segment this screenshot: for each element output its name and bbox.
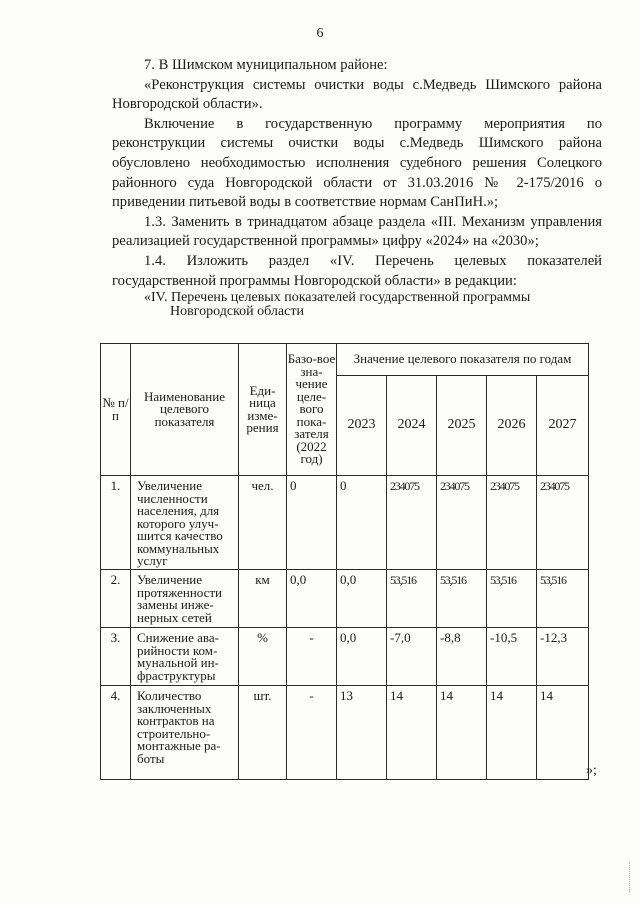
row-value-2025: 234075 [437, 476, 487, 570]
row-value-2027: -12,3 [537, 628, 589, 686]
closing-quote: »; [586, 763, 597, 778]
row-value-2024: 53,516 [387, 570, 437, 628]
page-number: 6 [316, 26, 324, 41]
scan-margin-mark [629, 862, 632, 892]
section-heading [112, 291, 602, 319]
section-heading-line-1: «IV. Перечень целевых показателей государственной программы [144, 290, 531, 306]
header-name: Наименование целевого показателя [131, 344, 239, 476]
row-base-value: 0 [287, 476, 337, 570]
header-unit: Еди-ница изме-рения [239, 344, 287, 476]
row-unit: чел. [239, 476, 287, 570]
paragraph-1-3: 1.3. Заменить в тринадцатом абзаце раздела «III. Механизм управления реализацией государственной программы» цифру «2024» на «2030»; [112, 213, 602, 250]
row-value-2023: 13 [337, 686, 387, 780]
header-base-value: Базо-вое зна-чение целе-вого пока-зателя (2022 год) [287, 344, 337, 476]
row-value-2026: 234075 [487, 476, 537, 570]
row-unit: км [239, 570, 287, 628]
row-value-2027: 14 [537, 686, 589, 780]
document-body [112, 56, 602, 319]
table-row [101, 476, 589, 570]
row-base-value: - [287, 628, 337, 686]
table-row [101, 570, 589, 628]
paragraph-justification: Включение в государственную программу мероприятия по реконструкции системы очистки воды с.Медведь Шимского района обусловлено необходимостью исполнения судебного решения Солецкого районного суда Новгородской области от 31.03.2016 № 2-175/2016 о приведении питьевой воды в соответствие нормам СанПиН.»; [112, 115, 602, 211]
row-unit: шт. [239, 686, 287, 780]
indicators-table [100, 343, 589, 780]
table-row [101, 686, 589, 780]
row-indicator-name: Количество заключенных контрактов на строительно-монтажные ра-боты [131, 686, 239, 780]
row-value-2023: 0 [337, 476, 387, 570]
row-num: 2. [101, 570, 131, 628]
row-indicator-name: Снижение ава-рийности ком-мунальной ин-фраструктуры [131, 628, 239, 686]
row-base-value: - [287, 686, 337, 780]
section-heading-line-2: Новгородской области [170, 304, 304, 320]
row-indicator-name: Увеличение протяженности замены инже-нерных сетей [131, 570, 239, 628]
row-unit: % [239, 628, 287, 686]
row-value-2027: 234075 [537, 476, 589, 570]
table-row [101, 628, 589, 686]
row-num: 3. [101, 628, 131, 686]
row-base-value: 0,0 [287, 570, 337, 628]
header-year: 2027 [537, 376, 589, 476]
row-value-2024: 234075 [387, 476, 437, 570]
row-value-2024: 14 [387, 686, 437, 780]
row-value-2023: 0,0 [337, 570, 387, 628]
row-value-2025: 14 [437, 686, 487, 780]
header-year: 2026 [487, 376, 537, 476]
row-value-2026: 14 [487, 686, 537, 780]
header-year: 2023 [337, 376, 387, 476]
row-value-2024: -7,0 [387, 628, 437, 686]
row-value-2025: 53,516 [437, 570, 487, 628]
row-num: 1. [101, 476, 131, 570]
header-year: 2024 [387, 376, 437, 476]
header-year: 2025 [437, 376, 487, 476]
paragraph-1-4: 1.4. Изложить раздел «IV. Перечень целевых показателей государственной программы Новгородской области» в редакции: [112, 252, 602, 289]
paragraph-project-title: «Реконструкция системы очистки воды с.Медведь Шимского района Новгородской области». [112, 76, 602, 113]
row-value-2026: 53,516 [487, 570, 537, 628]
header-num: № п/п [101, 344, 131, 476]
row-num: 4. [101, 686, 131, 780]
row-value-2026: -10,5 [487, 628, 537, 686]
row-value-2027: 53,516 [537, 570, 589, 628]
row-indicator-name: Увеличение численности населения, для которого улуч-шится качество коммунальных услуг [131, 476, 239, 570]
header-years-group: Значение целевого показателя по годам [337, 344, 589, 376]
paragraph-item-7: 7. В Шимском муниципальном районе: [144, 57, 388, 73]
row-value-2023: 0,0 [337, 628, 387, 686]
row-value-2025: -8,8 [437, 628, 487, 686]
